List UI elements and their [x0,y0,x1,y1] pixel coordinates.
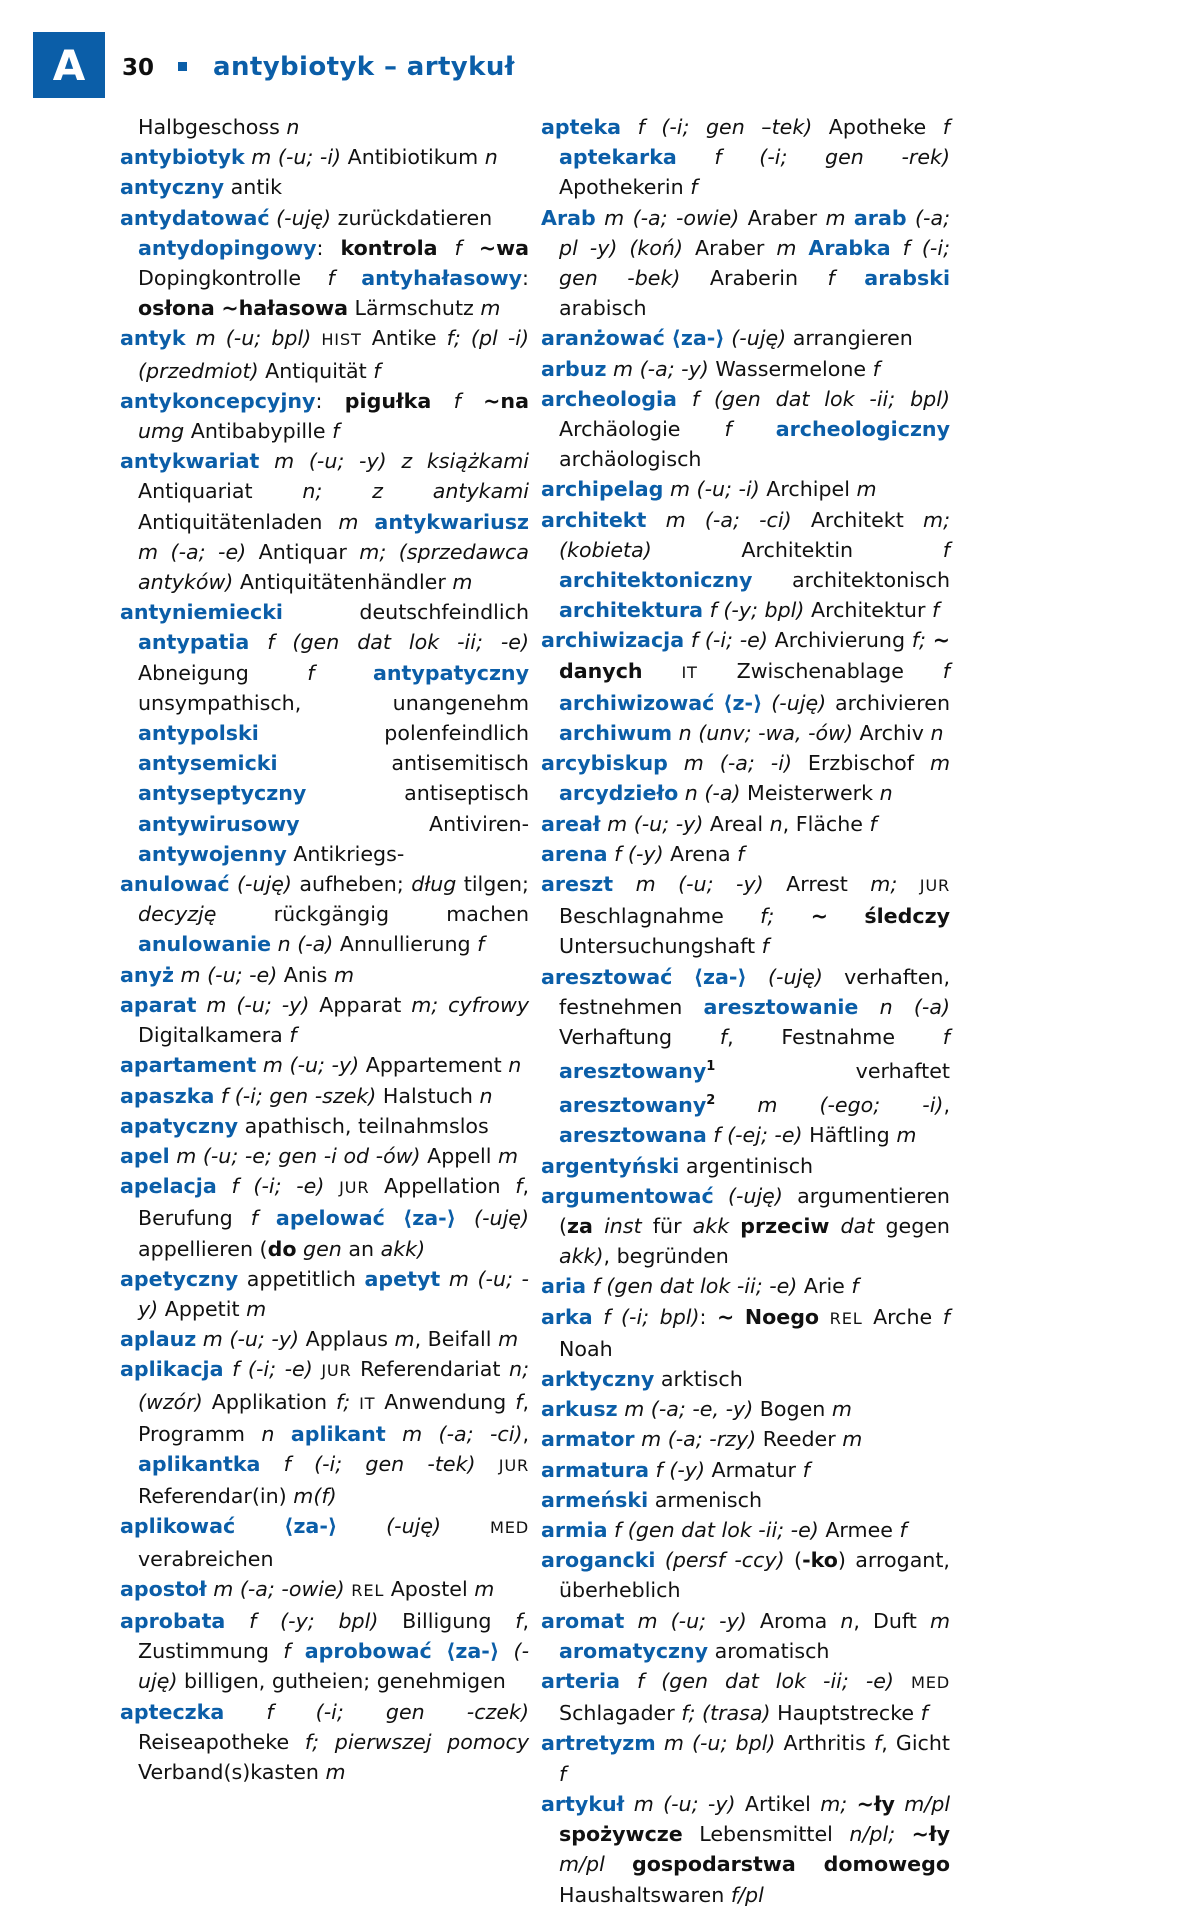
dictionary-entry: apostoł m (-a; -owie) REL Apostel m [120,1576,495,1601]
dictionary-entry: areał m (-u; -y) Areal n, Fläche f [541,811,877,836]
dictionary-entry: armatura f (-y) Armatur f [541,1457,810,1482]
dictionary-entry: Halbgeschoss n [138,115,300,139]
dictionary-entry: aprobata f (-y; bpl) Billigung f, Zustimmung f aprobować ⟨za-⟩ (-uję) billigen, gutheien; genehmigen [120,1608,530,1694]
dictionary-entry: antykoncepcyjny: pigułka f ~na umg Antibabypille f [120,388,529,444]
running-head-text: antybiotyk – artykuł [213,52,515,82]
dictionary-entry: arktyczny arktisch [541,1367,743,1392]
letter-index-tab: A [33,32,105,98]
dictionary-entry: aparat m (-u; -y) Apparat m; cyfrowy Digitalkamera f [120,992,530,1048]
dictionary-entry: apetyczny appetitlich apetyt m (-u; -y) Appetit m [120,1266,529,1321]
dictionary-entry: aresztować ⟨za-⟩ (-uję) verhaften, festnehmen aresztowanie n (-a) Verhaftung f, Festnahme f aresztowany$^1$ verhaftet aresztowany$^2$ m (-ego; -i), aresztowana f (-ej; -e) Häftling m [541,964,951,1148]
dictionary-entry: arbuz m (-a; -y) Wassermelone f [541,356,880,381]
dictionary-entry: aranżować ⟨za-⟩ (-uję) arrangieren [541,326,913,351]
column-left [120,112,529,1787]
dictionary-body [0,112,1182,1907]
dictionary-entry: antydatować (-uję) zurückdatieren [120,205,493,230]
dictionary-entry: arogancki (persf -ccy) (-ko) arrogant, überheblich [541,1548,950,1603]
dictionary-entry: artykuł m (-u; -y) Artikel m; ~ły m/pl spożywcze Lebensmittel n/pl; ~ły m/pl gospodarstwa domowego Haushaltswaren f/pl [541,1791,951,1907]
dictionary-entry: aromat m (-u; -y) Aroma n, Duft m aromatyczny aromatisch [541,1608,951,1663]
dictionary-entry: armia f (gen dat lok -ii; -e) Armee f [541,1518,907,1543]
dictionary-entry: archeologia f (gen dat lok -ii; bpl) Archäologie f archeologiczny archäologisch [541,386,951,472]
dictionary-entry: antydopingowy: kontrola f ~wa Dopingkontrolle f antyhałasowy: osłona ~hałasowa Lärmschutz m [138,235,529,321]
dictionary-entry: arena f (-y) Arena f [541,841,745,866]
dictionary-entry: argumentować (-uję) argumentieren (za inst für akk przeciw dat gegen akk), begründen [541,1183,950,1269]
dictionary-entry: apel m (-u; -e; gen -i od -ów) Appell m [120,1143,519,1168]
dictionary-entry: anyż m (-u; -e) Anis m [120,962,355,987]
dictionary-entry: archipelag m (-u; -i) Archipel m [541,477,877,502]
page-header [0,0,1182,112]
dictionary-entry: apaszka f (-i; gen -szek) Halstuch n [120,1083,493,1108]
dictionary-entry: antybiotyk m (-u; -i) Antibiotikum n [120,145,498,170]
dictionary-entry: apartament m (-u; -y) Appartement n [120,1053,522,1078]
page-number: 30 [122,55,155,81]
column-right [541,112,950,1910]
dictionary-entry: Arab m (-a; -owie) Araber m arab (-a; pl -y) (koń) Araber m Arabka f (-i; gen -bek) Araberin f arabski arabisch [541,205,951,321]
dictionary-entry: architekt m (-a; -ci) Architekt m; (kobieta) Architektin f architektoniczny architektonisch architektura f (-y; bpl) Architektur f [541,507,951,623]
dictionary-entry: apelacja f (-i; -e) JUR Appellation f, Berufung f apelować ⟨za-⟩ (-uję) appellieren (do gen an akk) [120,1174,530,1261]
dictionary-entry: argentyński argentinisch [541,1153,814,1178]
dictionary-entry: antyniemiecki deutschfeindlich antypatia f (gen dat lok -ii; -e) Abneigung f antypatyczny unsympathisch, unangenehm antypolski polenfeindlich antysemicki antisemitisch antyseptyczny antiseptisch antywirusowy Antiviren- antywojenny Antikriegs- [120,600,530,866]
dictionary-entry: aplauz m (-u; -y) Applaus m, Beifall m [120,1327,519,1352]
dictionary-entry: arteria f (gen dat lok -ii; -e) MED Schlagader f; (trasa) Hauptstrecke f [541,1669,951,1726]
dictionary-entry: anulować (-uję) aufheben; dług tilgen; decyzję rückgängig machen anulowanie n (-a) Annullierung f [120,872,529,957]
dictionary-entry: apteka f (-i; gen –tek) Apotheke f aptekarka f (-i; gen -rek) Apothekerin f [541,115,950,200]
dictionary-entry: aplikować ⟨za-⟩ (-uję) MED verabreichen [120,1514,529,1571]
dictionary-entry: armeński armenisch [541,1487,763,1512]
square-bullet-icon [178,62,187,71]
dictionary-entry: artretyzm m (-u; bpl) Arthritis f, Gicht f [541,1731,950,1786]
dictionary-entry: apatyczny apathisch, teilnahmslos [120,1113,489,1138]
dictionary-entry: armator m (-a; -rzy) Reeder m [541,1427,863,1452]
dictionary-entry: aria f (gen dat lok -ii; -e) Arie f [541,1274,859,1299]
dictionary-entry: arkusz m (-a; -e, -y) Bogen m [541,1397,852,1422]
dictionary-entry: archiwizacja f (-i; -e) Archivierung f; ~ danych IT Zwischenablage f archiwizować ⟨z-⟩ (-uję) archivieren archiwum n (unv; -wa, -ów) Archiv n [541,628,951,746]
dictionary-entry: arcybiskup m (-a; -i) Erzbischof m arcydzieło n (-a) Meisterwerk n [541,751,950,806]
dictionary-entry: antykwariat m (-u; -y) z książkami Antiquariat n; z antykami Antiquitätenladen m antykwariusz m (-a; -e) Antiquar m; (sprzedawca antyków) Antiquitätenhändler m [120,449,530,595]
dictionary-entry: antyczny antik [120,175,283,200]
dictionary-entry: arka f (-i; bpl): ~ Noego REL Arche f Noah [541,1304,951,1361]
dictionary-entry: apteczka f (-i; gen -czek) Reiseapotheke f; pierwszej pomocy Verband(s)kasten m [120,1699,530,1784]
running-header [122,52,515,82]
dictionary-entry: antyk m (-u; bpl) HIST Antike f; (pl -i) (przedmiot) Antiquität f [120,326,530,383]
dictionary-entry: aplikacja f (-i; -e) JUR Referendariat n; (wzór) Applikation f; IT Anwendung f, Programm n aplikant m (-a; -ci), aplikantka f (-i; gen -tek) JUR Referendar(in) m(f) [120,1357,530,1509]
dictionary-entry: areszt m (-u; -y) Arrest m; JUR Beschlagnahme f; ~ śledczy Untersuchungshaft f [541,872,951,959]
